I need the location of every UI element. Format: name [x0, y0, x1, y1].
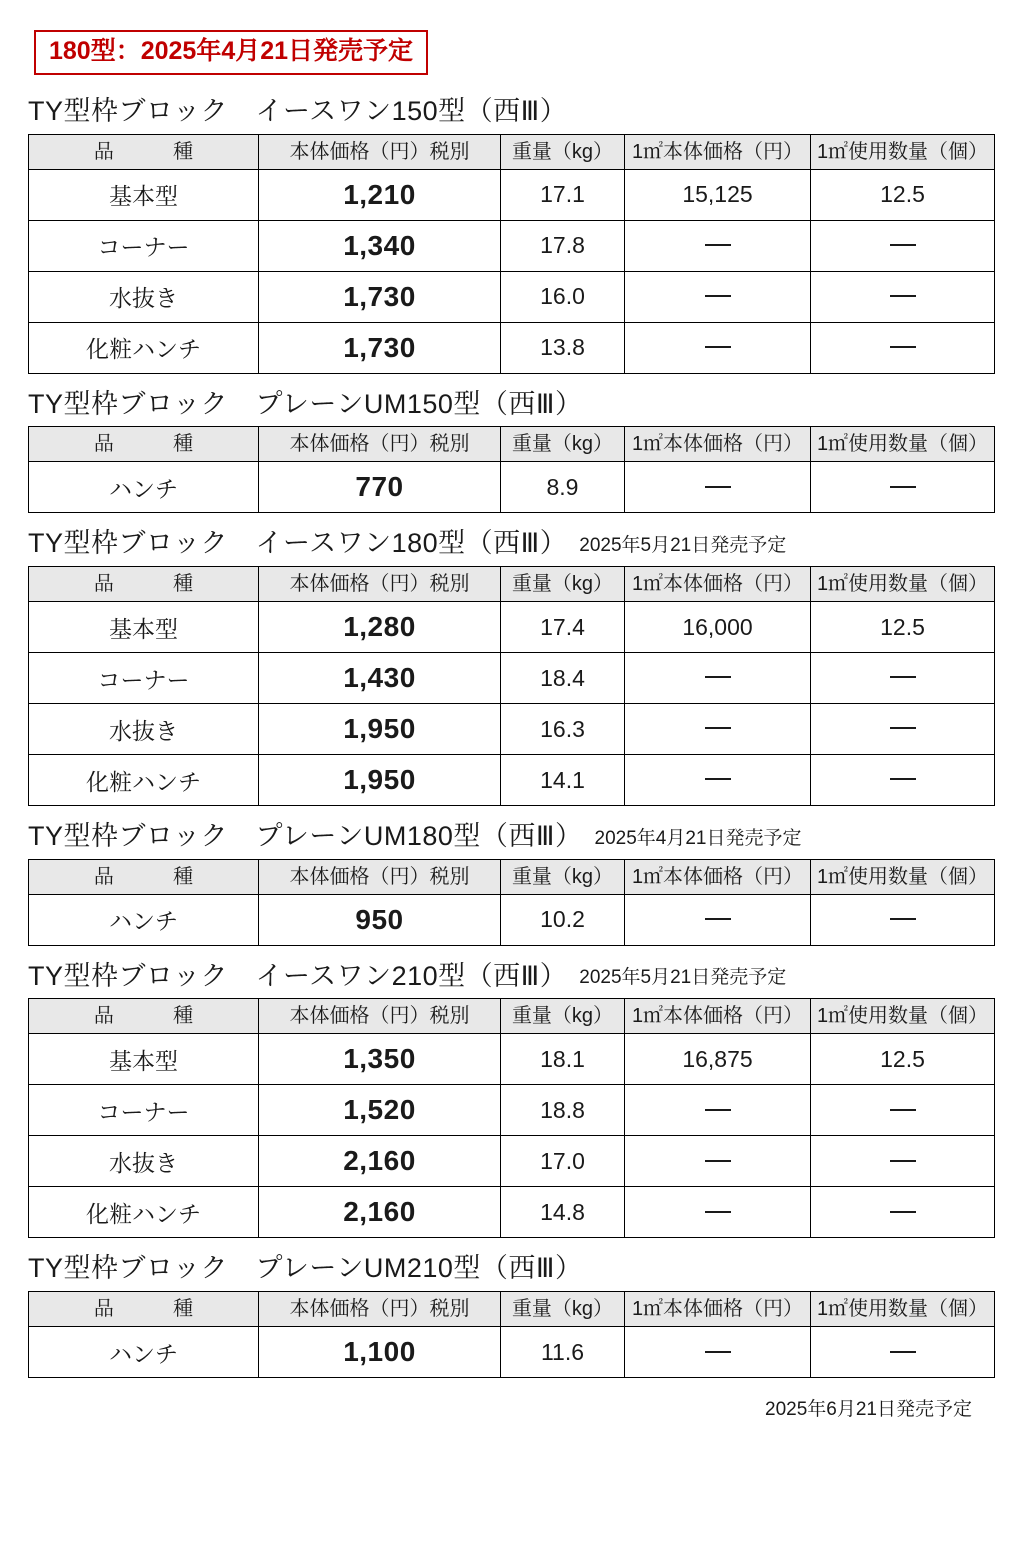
dash-mark — [890, 1160, 916, 1162]
cell-kind: ハンチ — [29, 1327, 259, 1378]
cell-per-sqm-qty: 12.5 — [811, 169, 995, 220]
cell-weight: 17.1 — [501, 169, 625, 220]
table-row — [29, 602, 995, 653]
column-header-kind: 品 種 — [29, 427, 259, 462]
dash-mark — [890, 1211, 916, 1213]
cell-kind: コーナー — [29, 1085, 259, 1136]
column-header-weight: 重量（kg） — [501, 1292, 625, 1327]
table-row — [29, 462, 995, 513]
cell-per-sqm-price — [625, 1187, 811, 1238]
cell-unit-price: 2,160 — [259, 1136, 501, 1187]
cell-unit-price: 1,210 — [259, 169, 501, 220]
dash-mark — [890, 1109, 916, 1111]
dash-mark — [705, 486, 731, 488]
price-section — [28, 821, 989, 946]
cell-weight: 18.1 — [501, 1034, 625, 1085]
column-header-weight: 重量（kg） — [501, 427, 625, 462]
cell-per-sqm-qty — [811, 1085, 995, 1136]
cell-per-sqm-qty — [811, 322, 995, 373]
cell-unit-price: 1,280 — [259, 602, 501, 653]
price-table — [28, 1291, 995, 1378]
cell-kind: コーナー — [29, 653, 259, 704]
column-header-per-sqm-price: 1㎡本体価格（円） — [625, 999, 811, 1034]
cell-per-sqm-price — [625, 704, 811, 755]
column-header-kind: 品 種 — [29, 567, 259, 602]
section-release-note: 2025年5月21日発売予定 — [579, 967, 787, 989]
table-row — [29, 704, 995, 755]
cell-kind: 化粧ハンチ — [29, 1187, 259, 1238]
dash-mark — [705, 1351, 731, 1353]
column-header-weight: 重量（kg） — [501, 859, 625, 894]
release-banner — [34, 30, 428, 75]
price-section — [28, 96, 989, 374]
dash-mark — [890, 918, 916, 920]
dash-mark — [705, 1160, 731, 1162]
table-header-row — [29, 427, 995, 462]
section-header — [28, 529, 974, 559]
column-header-per-sqm-qty: 1㎡使用数量（個） — [811, 567, 995, 602]
price-section — [28, 960, 989, 1239]
table-row — [29, 169, 995, 220]
column-header-weight: 重量（kg） — [501, 999, 625, 1034]
cell-weight: 16.0 — [501, 271, 625, 322]
cell-unit-price: 1,340 — [259, 220, 501, 271]
cell-per-sqm-qty — [811, 894, 995, 945]
column-header-per-sqm-price: 1㎡本体価格（円） — [625, 859, 811, 894]
table-header-row — [29, 999, 995, 1034]
section-header — [28, 97, 974, 127]
table-row — [29, 1085, 995, 1136]
section-release-note: 2025年4月21日発売予定 — [594, 827, 802, 849]
table-row — [29, 755, 995, 806]
dash-mark — [890, 778, 916, 780]
cell-kind: 水抜き — [29, 271, 259, 322]
cell-unit-price: 2,160 — [259, 1187, 501, 1238]
table-row — [29, 894, 995, 945]
dash-mark — [705, 778, 731, 780]
column-header-kind: 品 種 — [29, 859, 259, 894]
cell-kind: 化粧ハンチ — [29, 322, 259, 373]
cell-unit-price: 1,950 — [259, 704, 501, 755]
dash-mark — [890, 727, 916, 729]
section-release-note: 2025年5月21日発売予定 — [579, 535, 787, 557]
dash-mark — [890, 295, 916, 297]
column-header-unit-price: 本体価格（円）税別 — [259, 999, 501, 1034]
price-section — [28, 1253, 989, 1378]
cell-per-sqm-price: 16,875 — [625, 1034, 811, 1085]
section-header — [28, 822, 974, 852]
cell-weight: 16.3 — [501, 704, 625, 755]
table-row — [29, 271, 995, 322]
cell-per-sqm-price — [625, 1085, 811, 1136]
dash-mark — [890, 244, 916, 246]
column-header-unit-price: 本体価格（円）税別 — [259, 567, 501, 602]
cell-per-sqm-price — [625, 1327, 811, 1378]
cell-per-sqm-qty: 12.5 — [811, 602, 995, 653]
dash-mark — [705, 727, 731, 729]
price-table — [28, 998, 995, 1238]
column-header-per-sqm-qty: 1㎡使用数量（個） — [811, 859, 995, 894]
cell-per-sqm-qty — [811, 1136, 995, 1187]
cell-per-sqm-price: 15,125 — [625, 169, 811, 220]
column-header-per-sqm-price: 1㎡本体価格（円） — [625, 567, 811, 602]
column-header-per-sqm-price: 1㎡本体価格（円） — [625, 1292, 811, 1327]
table-header-row — [29, 859, 995, 894]
cell-kind: ハンチ — [29, 894, 259, 945]
column-header-unit-price: 本体価格（円）税別 — [259, 427, 501, 462]
cell-kind: 水抜き — [29, 1136, 259, 1187]
dash-mark — [890, 1351, 916, 1353]
dash-mark — [705, 918, 731, 920]
column-header-per-sqm-price: 1㎡本体価格（円） — [625, 427, 811, 462]
cell-per-sqm-price — [625, 220, 811, 271]
cell-kind: 基本型 — [29, 602, 259, 653]
cell-weight: 13.8 — [501, 322, 625, 373]
column-header-weight: 重量（kg） — [501, 134, 625, 169]
dash-mark — [705, 346, 731, 348]
cell-unit-price: 1,950 — [259, 755, 501, 806]
dash-mark — [890, 676, 916, 678]
price-table — [28, 859, 995, 946]
sections-container — [28, 96, 989, 1378]
cell-per-sqm-qty — [811, 462, 995, 513]
release-banner-text: 180型：2025年4月21日発売予定 — [49, 37, 414, 65]
cell-per-sqm-price — [625, 271, 811, 322]
price-section — [28, 388, 989, 514]
cell-per-sqm-price — [625, 1136, 811, 1187]
cell-per-sqm-qty — [811, 1327, 995, 1378]
cell-per-sqm-price: 16,000 — [625, 602, 811, 653]
cell-per-sqm-qty: 12.5 — [811, 1034, 995, 1085]
bottom-release-note: 2025年6月21日発売予定 — [765, 1399, 972, 1421]
cell-per-sqm-price — [625, 322, 811, 373]
cell-unit-price: 1,730 — [259, 271, 501, 322]
price-table — [28, 426, 995, 513]
table-row — [29, 220, 995, 271]
cell-weight: 17.8 — [501, 220, 625, 271]
cell-per-sqm-price — [625, 462, 811, 513]
cell-unit-price: 1,730 — [259, 322, 501, 373]
section-title: TY型枠ブロック プレーンUM150型（西Ⅲ） — [28, 388, 583, 419]
cell-kind: 水抜き — [29, 704, 259, 755]
section-title: TY型枠ブロック イースワン210型（西Ⅲ） — [28, 960, 568, 991]
dash-mark — [890, 346, 916, 348]
table-header-row — [29, 567, 995, 602]
cell-unit-price: 1,350 — [259, 1034, 501, 1085]
dash-mark — [705, 1211, 731, 1213]
dash-mark — [705, 244, 731, 246]
cell-weight: 8.9 — [501, 462, 625, 513]
column-header-kind: 品 種 — [29, 999, 259, 1034]
table-row — [29, 1187, 995, 1238]
cell-per-sqm-qty — [811, 653, 995, 704]
cell-per-sqm-qty — [811, 220, 995, 271]
cell-per-sqm-qty — [811, 755, 995, 806]
table-row — [29, 1034, 995, 1085]
column-header-unit-price: 本体価格（円）税別 — [259, 1292, 501, 1327]
cell-weight: 14.1 — [501, 755, 625, 806]
cell-weight: 10.2 — [501, 894, 625, 945]
table-row — [29, 322, 995, 373]
cell-unit-price: 1,520 — [259, 1085, 501, 1136]
cell-unit-price: 1,430 — [259, 653, 501, 704]
column-header-kind: 品 種 — [29, 134, 259, 169]
cell-weight: 17.4 — [501, 602, 625, 653]
cell-weight: 11.6 — [501, 1327, 625, 1378]
cell-weight: 17.0 — [501, 1136, 625, 1187]
dash-mark — [705, 295, 731, 297]
price-table — [28, 566, 995, 806]
dash-mark — [705, 676, 731, 678]
table-header-row — [29, 1292, 995, 1327]
cell-kind: 基本型 — [29, 1034, 259, 1085]
section-header — [28, 962, 974, 992]
column-header-weight: 重量（kg） — [501, 567, 625, 602]
table-row — [29, 1136, 995, 1187]
column-header-kind: 品 種 — [29, 1292, 259, 1327]
cell-unit-price: 1,100 — [259, 1327, 501, 1378]
table-header-row — [29, 134, 995, 169]
cell-weight: 14.8 — [501, 1187, 625, 1238]
cell-kind: 基本型 — [29, 169, 259, 220]
column-header-unit-price: 本体価格（円）税別 — [259, 134, 501, 169]
cell-kind: ハンチ — [29, 462, 259, 513]
table-row — [29, 1327, 995, 1378]
dash-mark — [890, 486, 916, 488]
cell-unit-price: 770 — [259, 462, 501, 513]
price-table — [28, 134, 995, 374]
section-title: TY型枠ブロック プレーンUM180型（西Ⅲ） — [28, 821, 583, 852]
cell-per-sqm-price — [625, 755, 811, 806]
price-section — [28, 528, 989, 806]
section-header — [28, 1254, 974, 1284]
column-header-unit-price: 本体価格（円）税別 — [259, 859, 501, 894]
dash-mark — [705, 1109, 731, 1111]
cell-kind: 化粧ハンチ — [29, 755, 259, 806]
cell-kind: コーナー — [29, 220, 259, 271]
cell-per-sqm-price — [625, 894, 811, 945]
table-row — [29, 653, 995, 704]
section-title: TY型枠ブロック イースワン150型（西Ⅲ） — [28, 96, 568, 126]
column-header-per-sqm-qty: 1㎡使用数量（個） — [811, 1292, 995, 1327]
column-header-per-sqm-price: 1㎡本体価格（円） — [625, 134, 811, 169]
cell-unit-price: 950 — [259, 894, 501, 945]
column-header-per-sqm-qty: 1㎡使用数量（個） — [811, 427, 995, 462]
cell-per-sqm-qty — [811, 704, 995, 755]
cell-weight: 18.8 — [501, 1085, 625, 1136]
section-header — [28, 390, 974, 420]
section-title: TY型枠ブロック プレーンUM210型（西Ⅲ） — [28, 1253, 583, 1284]
section-title: TY型枠ブロック イースワン180型（西Ⅲ） — [28, 528, 568, 559]
cell-per-sqm-qty — [811, 271, 995, 322]
cell-per-sqm-qty — [811, 1187, 995, 1238]
column-header-per-sqm-qty: 1㎡使用数量（個） — [811, 134, 995, 169]
cell-per-sqm-price — [625, 653, 811, 704]
cell-weight: 18.4 — [501, 653, 625, 704]
column-header-per-sqm-qty: 1㎡使用数量（個） — [811, 999, 995, 1034]
